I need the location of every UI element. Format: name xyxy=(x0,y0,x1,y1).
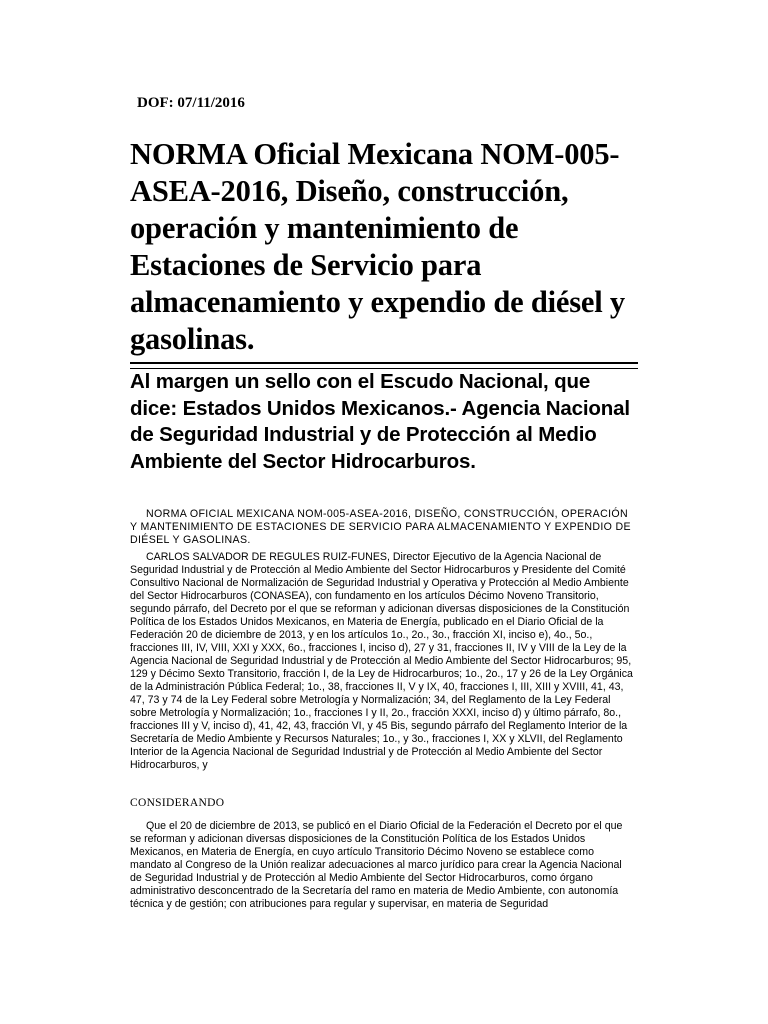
considerando-heading: CONSIDERANDO xyxy=(130,797,225,809)
body-paragraph-1: CARLOS SALVADOR DE REGULES RUIZ-FUNES, Director Ejecutivo de la Agencia Nacional de Seguridad Industrial y de Protección al Medio Ambiente del Sector Hidrocarburos y Presidente del Comité Consultivo Nacional de Normalización de Seguridad Industrial y Operativa y Protección al Medio Ambiente del Sector Hidrocarburos (CONASEA), con fundamento en los artículos Décimo Noveno Transitorio, segundo párrafo, del Decreto por el que se reforman y adicionan diversas disposiciones de la Constitución Política de los Estados Unidos Mexicanos, en Materia de Energía, publicado en el Diario Oficial de la Federación 20 de diciembre de 2013, y en los artículos 1o., 2o., 3o., fracción XI, inciso e), 4o., 5o., fracciones III, IV, VIII, XXI y XXX, 6o., fracciones I, inciso d), 27 y 31, fracciones II, IV y VIII de la Ley de la Agencia Nacional de Seguridad Industrial y de Protección al Medio Ambiente del Sector Hidrocarburos; 95, 129 y Décimo Sexto Transitorio, fracción I, de la Ley de Hidrocarburos; 1o., 2o., 17 y 26 de la Ley Orgánica de la Administración Pública Federal; 1o., 38, fracciones II, V y IX, 40, fracciones I, III, XIII y XVIII, 41, 43, 47, 73 y 74 de la Ley Federal sobre Metrología y Normalización; 34, del Reglamento de la Ley Federal sobre Metrología y Normalización; 1o., fracciones I y II, 2o., fracción XXXI, inciso d) y último párrafo, 8o., fracciones III y V, inciso d), 41, 42, 43, fracción VI, y 45 Bis, segundo párrafo del Reglamento Interior de la Secretaría de Medio Ambiente y Recursos Naturales; 1o., y 3o., fracciones I, XX y XLVII, del Reglamento Interior de la Agencia Nacional de Seguridad Industrial y de Protección al Medio Ambiente del Sector Hidrocarburos, y xyxy=(130,551,633,771)
caps-paragraph: NORMA OFICIAL MEXICANA NOM-005-ASEA-2016, DISEÑO, CONSTRUCCIÓN, OPERACIÓN Y MANTENIMIENTO DE ESTACIONES DE SERVICIO PARA ALMACENAMIENTO Y EXPENDIO DE DIÉSEL Y GASOLINAS. xyxy=(130,508,631,546)
document-title: NORMA Oficial Mexicana NOM-005-ASEA-2016, Diseño, construcción, operación y mantenimiento de Estaciones de Servicio para almacenamiento y expendio de diésel y gasolinas. xyxy=(130,136,638,364)
document-subtitle: Al margen un sello con el Escudo Nacional, que dice: Estados Unidos Mexicanos.- Agencia Nacional de Seguridad Industrial y de Protección al Medio Ambiente del Sector Hidrocarburos. xyxy=(130,370,630,473)
body-paragraph-2: Que el 20 de diciembre de 2013, se publicó en el Diario Oficial de la Federación el Decreto por el que se reforman y adicionan diversas disposiciones de la Constitución Política de los Estados Unidos Mexicanos, en Materia de Energía, en cuyo artículo Transitorio Décimo Noveno se establece como mandato al Congreso de la Unión realizar adecuaciones al marco jurídico para crear la Agencia Nacional de Seguridad Industrial y de Protección al Medio Ambiente del Sector Hidrocarburos, como órgano administrativo desconcentrado de la Secretaría del ramo en materia de Medio Ambiente, con autonomía técnica y de gestión; con atribuciones para regular y supervisar, en materia de Seguridad xyxy=(130,820,623,910)
dof-date: DOF: 07/11/2016 xyxy=(137,95,245,111)
